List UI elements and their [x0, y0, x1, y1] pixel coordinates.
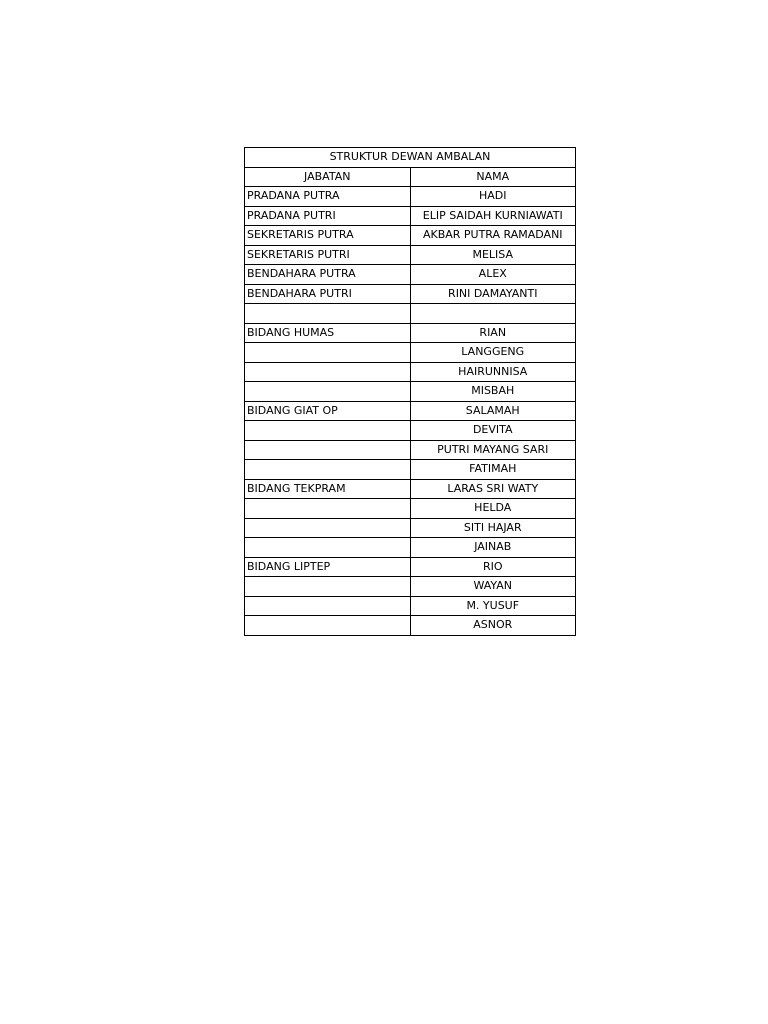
- cell-nama: RINI DAMAYANTI: [410, 284, 576, 304]
- table-row: [245, 362, 576, 382]
- table-row: [245, 323, 576, 343]
- cell-jabatan: BENDAHARA PUTRA: [245, 265, 411, 285]
- cell-jabatan: [245, 343, 411, 363]
- cell-nama: HADI: [410, 187, 576, 207]
- cell-nama: ALEX: [410, 265, 576, 285]
- cell-jabatan: BIDANG LIPTEP: [245, 557, 411, 577]
- table-row: [245, 265, 576, 285]
- cell-jabatan: BIDANG HUMAS: [245, 323, 411, 343]
- table-row: [245, 284, 576, 304]
- table-row: [245, 616, 576, 636]
- table-row: [245, 538, 576, 558]
- cell-nama: WAYAN: [410, 577, 576, 597]
- cell-jabatan: SEKRETARIS PUTRA: [245, 226, 411, 246]
- cell-nama: HELDA: [410, 499, 576, 519]
- cell-nama: MELISA: [410, 245, 576, 265]
- cell-nama: [410, 304, 576, 324]
- table-row: [245, 596, 576, 616]
- cell-jabatan: [245, 440, 411, 460]
- cell-jabatan: BIDANG TEKPRAM: [245, 479, 411, 499]
- cell-jabatan: BENDAHARA PUTRI: [245, 284, 411, 304]
- cell-nama: SITI HAJAR: [410, 518, 576, 538]
- table-row: [245, 187, 576, 207]
- cell-nama: LANGGENG: [410, 343, 576, 363]
- cell-jabatan: [245, 460, 411, 480]
- table-row: [245, 245, 576, 265]
- table-title: STRUKTUR DEWAN AMBALAN: [245, 148, 576, 168]
- cell-jabatan: BIDANG GIAT OP: [245, 401, 411, 421]
- cell-nama: M. YUSUF: [410, 596, 576, 616]
- cell-jabatan: [245, 538, 411, 558]
- table-row: [245, 382, 576, 402]
- table-header-row: [245, 167, 576, 187]
- cell-nama: RIAN: [410, 323, 576, 343]
- cell-nama: DEVITA: [410, 421, 576, 441]
- cell-nama: MISBAH: [410, 382, 576, 402]
- cell-jabatan: [245, 596, 411, 616]
- table-row: [245, 557, 576, 577]
- table-row: [245, 401, 576, 421]
- table-row: [245, 421, 576, 441]
- cell-jabatan: [245, 382, 411, 402]
- table-row: [245, 226, 576, 246]
- table-row: [245, 304, 576, 324]
- table-row: [245, 479, 576, 499]
- cell-jabatan: [245, 499, 411, 519]
- cell-jabatan: PRADANA PUTRI: [245, 206, 411, 226]
- document-sheet: [244, 147, 576, 636]
- cell-nama: JAINAB: [410, 538, 576, 558]
- header-nama: NAMA: [410, 167, 576, 187]
- table-row: [245, 206, 576, 226]
- cell-jabatan: [245, 616, 411, 636]
- table-row: [245, 343, 576, 363]
- table-row: [245, 499, 576, 519]
- roster-table-body: [245, 148, 576, 636]
- table-row: [245, 440, 576, 460]
- cell-jabatan: [245, 518, 411, 538]
- table-title-row: [245, 148, 576, 168]
- cell-nama: AKBAR PUTRA RAMADANI: [410, 226, 576, 246]
- cell-nama: PUTRI MAYANG SARI: [410, 440, 576, 460]
- cell-nama: LARAS SRI WATY: [410, 479, 576, 499]
- cell-nama: HAIRUNNISA: [410, 362, 576, 382]
- roster-table: [244, 147, 576, 636]
- table-row: [245, 460, 576, 480]
- cell-jabatan: [245, 304, 411, 324]
- cell-nama: ASNOR: [410, 616, 576, 636]
- table-row: [245, 577, 576, 597]
- cell-jabatan: PRADANA PUTRA: [245, 187, 411, 207]
- cell-jabatan: SEKRETARIS PUTRI: [245, 245, 411, 265]
- table-row: [245, 518, 576, 538]
- cell-nama: RIO: [410, 557, 576, 577]
- cell-jabatan: [245, 577, 411, 597]
- cell-nama: ELIP SAIDAH KURNIAWATI: [410, 206, 576, 226]
- header-jabatan: JABATAN: [245, 167, 411, 187]
- cell-jabatan: [245, 362, 411, 382]
- cell-nama: SALAMAH: [410, 401, 576, 421]
- cell-nama: FATIMAH: [410, 460, 576, 480]
- cell-jabatan: [245, 421, 411, 441]
